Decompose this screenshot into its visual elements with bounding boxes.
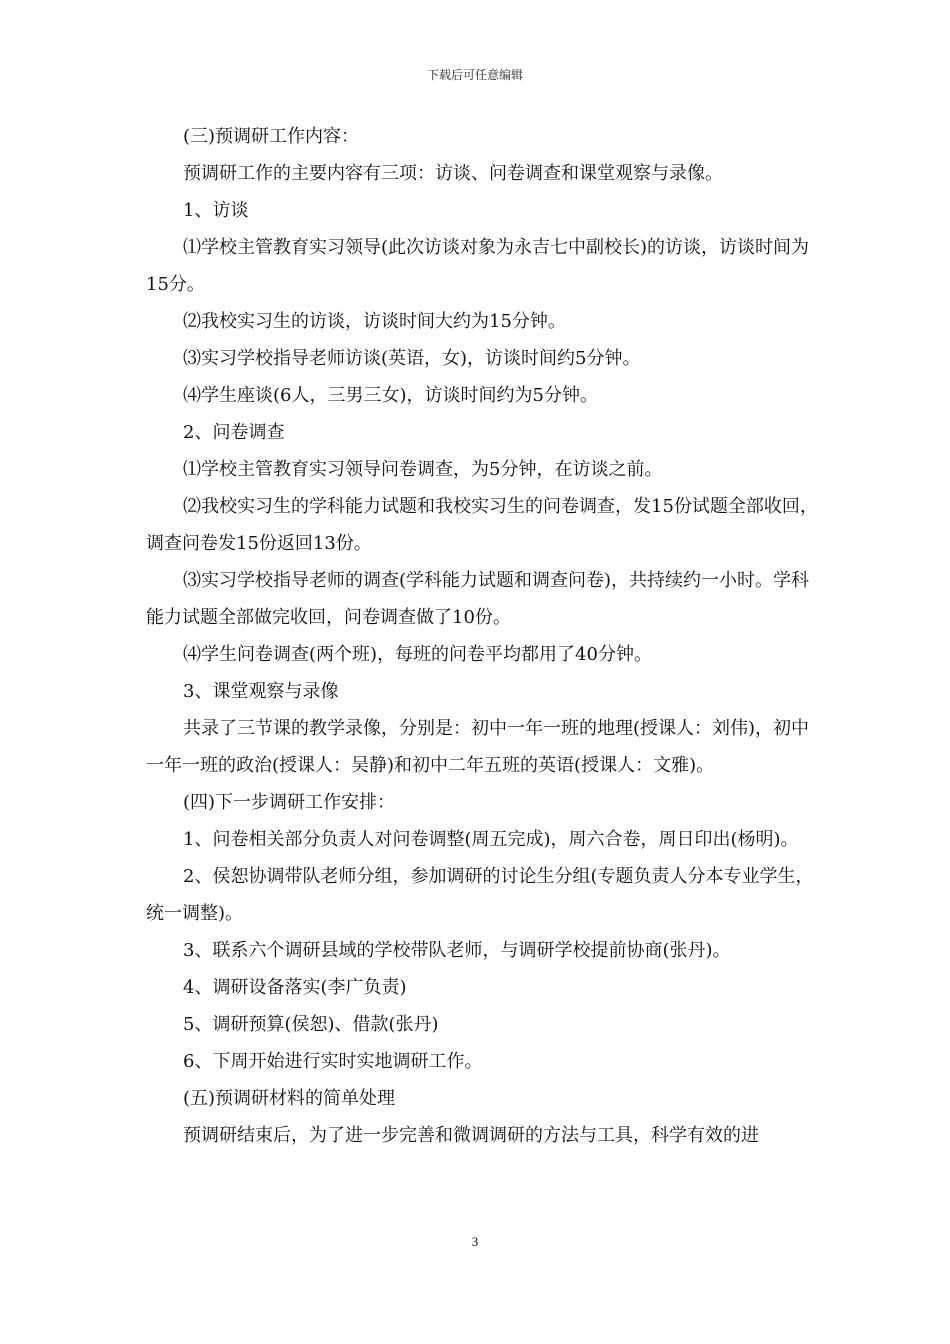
list-item: 2、侯恕协调带队老师分组，参加调研的讨论生分组(专题负责人分本专业学生，统一调整)。 bbox=[146, 866, 814, 924]
paragraph: 共录了三节课的教学录像，分别是：初中一年一班的地理(授课人：刘伟)，初中一年一班的政治(授课人：吴静)和初中二年五班的英语(授课人：文雅)。 bbox=[146, 718, 810, 776]
subsection-heading: 3、课堂观察与录像 bbox=[183, 681, 339, 702]
list-item: 5、调研预算(侯恕)、借款(张丹) bbox=[183, 1014, 439, 1035]
page-number: 3 bbox=[471, 1234, 479, 1249]
section-heading: (四)下一步调研工作安排： bbox=[183, 792, 396, 813]
subsection-heading: 2、问卷调查 bbox=[183, 422, 285, 443]
list-item: 4、调研设备落实(李广负责) bbox=[183, 977, 407, 998]
paragraph: 预调研工作的主要内容有三项：访谈、问卷调查和课堂观察与录像。 bbox=[183, 163, 723, 184]
subsection-heading: 1、访谈 bbox=[183, 200, 249, 221]
list-item: ⑴学校主管教育实习领导(此次访谈对象为永吉七中副校长)的访谈，访谈时间为15分。 bbox=[146, 237, 810, 295]
list-item: ⑷学生问卷调查(两个班)，每班的问卷平均都用了40分钟。 bbox=[183, 644, 652, 665]
list-item: ⑵我校实习生的学科能力试题和我校实习生的问卷调查，发15份试题全部收回，调查问卷发15份返回13份。 bbox=[146, 496, 818, 554]
page-header: 下载后可任意编辑 bbox=[426, 68, 523, 82]
list-item: ⑷学生座谈(6人，三男三女)，访谈时间约为5分钟。 bbox=[183, 385, 598, 406]
document-body bbox=[146, 118, 822, 1154]
paragraph: 预调研结束后，为了进一步完善和微调调研的方法与工具，科学有效的进 bbox=[183, 1125, 759, 1146]
section-heading: (五)预调研材料的简单处理 bbox=[183, 1088, 396, 1109]
list-item: ⑵我校实习生的访谈，访谈时间大约为15分钟。 bbox=[183, 311, 566, 332]
section-heading: (三)预调研工作内容： bbox=[183, 126, 360, 147]
list-item: 3、联系六个调研县域的学校带队老师，与调研学校提前协商(张丹)。 bbox=[183, 940, 731, 961]
list-item: 6、下周开始进行实时实地调研工作。 bbox=[183, 1051, 483, 1072]
list-item: ⑶实习学校指导老师的调查(学科能力试题和调查问卷)，共持续约一小时。学科能力试题全部做完收回，问卷调查做了10份。 bbox=[146, 570, 810, 628]
list-item: 1、问卷相关部分负责人对问卷调整(周五完成)，周六合卷，周日印出(杨明)。 bbox=[183, 829, 799, 850]
list-item: ⑴学校主管教育实习领导问卷调查，为5分钟，在访谈之前。 bbox=[183, 459, 663, 480]
list-item: ⑶实习学校指导老师访谈(英语，女)，访谈时间约5分钟。 bbox=[183, 348, 641, 369]
